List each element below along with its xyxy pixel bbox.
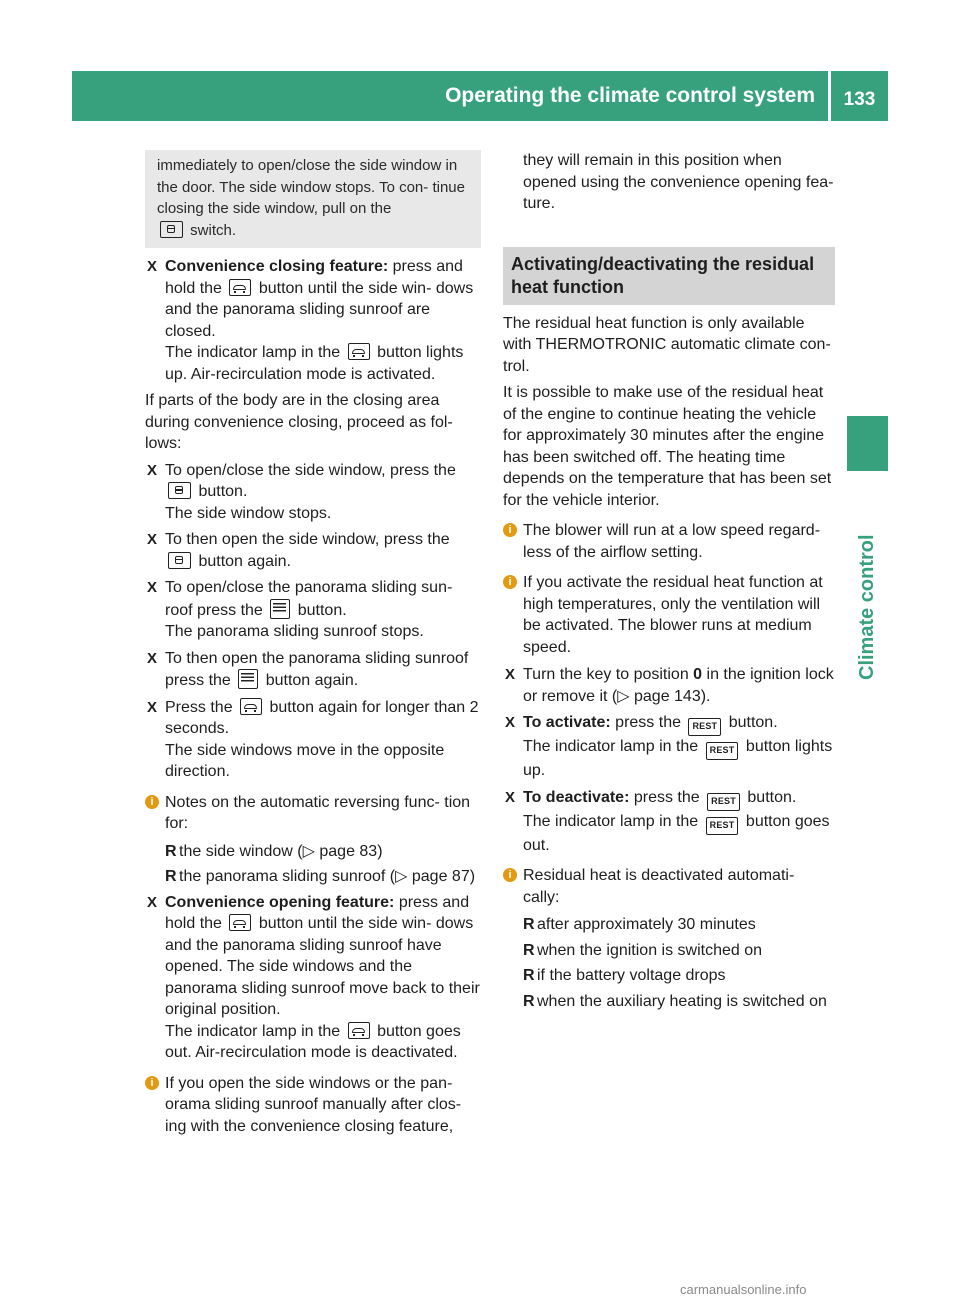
step-text: The indicator lamp in the — [165, 1022, 341, 1040]
step-text: button lights up. — [523, 738, 833, 779]
step-text: button until the side win- dows and the panorama sliding sunroof have opened. The side windows and the panorama sliding sunroof move back to their original position. — [165, 915, 480, 1018]
step-text: button lights up. Air-recirculation mode is activated. — [165, 344, 464, 383]
step-text: button goes out. — [523, 812, 830, 854]
list-item-text: when the auxiliary heating is switched on — [537, 992, 827, 1010]
step-text: The indicator lamp in the — [523, 738, 699, 755]
step-marker-icon: X — [505, 788, 516, 806]
step-text: The side window stops. — [165, 504, 332, 522]
air-recirculation-icon — [229, 279, 251, 296]
side-window-switch-icon — [160, 221, 183, 238]
info-note — [145, 792, 481, 835]
list-item-text: when the ignition is switched on — [537, 941, 763, 959]
air-recirculation-icon — [240, 698, 262, 715]
bullet-icon: R — [165, 842, 177, 860]
section-heading: Activating/deactivating the residual heat function — [503, 247, 835, 305]
list-item-text: after approximately 30 minutes — [537, 916, 756, 933]
air-recirculation-icon — [229, 914, 251, 931]
rest-button-icon: REST — [688, 718, 721, 736]
list-item-text: the panorama sliding sunroof (▷ page 87) — [179, 868, 476, 885]
step-marker-icon: X — [147, 461, 158, 479]
step-text: To then open the panorama sliding sunroof press the — [165, 649, 469, 689]
air-recirculation-icon — [348, 343, 370, 360]
step-text: To open/close the panorama sliding sun- roof press the — [165, 579, 453, 619]
step-text: The indicator lamp in the — [523, 812, 699, 830]
step-keyword: To deactivate: — [523, 788, 630, 806]
step-text: button goes out. Air-recirculation mode is deactivated. — [165, 1022, 461, 1061]
step-text: button. — [198, 483, 248, 500]
step-text: press and hold the — [165, 258, 463, 297]
step-keyword: Convenience closing feature: — [165, 258, 389, 275]
step-text: button. — [297, 601, 347, 619]
sunroof-button-icon — [238, 669, 258, 689]
step-open-close-sunroof — [145, 577, 481, 643]
step-open-close-window — [145, 460, 481, 525]
side-window-button-icon — [168, 482, 191, 499]
step-text: To then open the side window, press the — [165, 531, 450, 548]
section-tab-marker — [847, 416, 888, 471]
note-text: Notes on the automatic reversing func- tion for: — [165, 793, 471, 832]
step-text: in the ignition lock or remove it (▷ page 143). — [523, 666, 834, 705]
step-keyword: Convenience opening feature: — [165, 893, 395, 911]
note-text: The blower will run at a low speed regard- less of the airflow setting. — [523, 522, 821, 561]
list-item-text: if the battery voltage drops — [537, 967, 726, 984]
step-text: button until the side win- dows and the panorama sliding sunroof are closed. — [165, 279, 474, 340]
rest-button-icon: REST — [706, 742, 739, 760]
step-text: press and hold the — [165, 893, 470, 932]
step-marker-icon: X — [147, 579, 158, 596]
page-number: 133 — [843, 89, 876, 110]
step-text: press the — [610, 714, 681, 731]
note-text: If you activate the residual heat function at high temperatures, only the ventilation will be activated. The blower runs at medium speed. — [523, 574, 823, 656]
key-position: 0 — [693, 666, 703, 683]
list-item — [523, 914, 835, 936]
step-turn-key — [503, 664, 835, 707]
step-convenience-closing — [145, 256, 481, 385]
note-text: If you open the side windows or the pan- orama sliding sunroof manually after clos- ing with the convenience closing feature, — [165, 1074, 462, 1135]
bullet-icon: R — [523, 941, 535, 959]
box-text: immediately to open/close the side window in the door. The side window stops. To con- tinue closing the side window, pull on the — [157, 157, 465, 217]
step-text: button again. — [265, 672, 359, 689]
info-note — [503, 865, 835, 908]
list-item-text: the side window (▷ page 83) — [179, 842, 383, 860]
step-text: Turn the key to position — [523, 666, 689, 683]
bullet-icon: R — [165, 868, 177, 885]
continued-note-box — [145, 150, 481, 248]
info-icon: i — [145, 795, 159, 809]
bullet-icon: R — [523, 967, 535, 984]
list-item — [165, 841, 481, 863]
paragraph: The residual heat function is only available with THERMOTRONIC automatic climate con- trol. — [503, 314, 831, 375]
step-open-sunroof — [145, 648, 481, 692]
bullet-icon: R — [523, 992, 535, 1010]
step-text: Press the — [165, 698, 233, 716]
step-text: button again for longer than 2 seconds. — [165, 698, 479, 737]
step-reverse-direction — [145, 697, 481, 783]
list-item — [523, 965, 835, 987]
step-marker-icon: X — [147, 649, 158, 667]
step-deactivate — [503, 787, 835, 857]
right-column — [503, 150, 835, 1016]
paragraph: If parts of the body are in the closing area during convenience closing, proceed as fol- lows: — [145, 392, 453, 452]
step-text: The indicator lamp in the — [165, 344, 341, 361]
step-text: press the — [629, 788, 700, 806]
step-text: The side windows move in the opposite direction. — [165, 741, 445, 780]
step-convenience-opening — [145, 892, 481, 1064]
left-column — [145, 150, 481, 1143]
box-text-end: switch. — [190, 221, 237, 239]
info-icon: i — [145, 1076, 159, 1090]
step-marker-icon: X — [147, 531, 158, 548]
step-keyword: To activate: — [523, 714, 611, 731]
note-text: Residual heat is deactivated automati- cally: — [523, 867, 795, 906]
rest-button-icon: REST — [706, 817, 739, 835]
step-text: button. — [747, 788, 797, 806]
step-text: To open/close the side window, press the — [165, 461, 456, 479]
info-note — [145, 1073, 481, 1138]
bullet-icon: R — [523, 916, 535, 933]
list-item — [165, 866, 481, 888]
info-icon: i — [503, 868, 517, 882]
step-marker-icon: X — [147, 698, 158, 716]
step-text: button. — [728, 714, 778, 731]
info-icon: i — [503, 575, 517, 589]
info-note — [503, 572, 835, 658]
step-marker-icon: X — [147, 258, 158, 275]
step-marker-icon: X — [505, 714, 516, 731]
list-item — [523, 991, 835, 1013]
side-window-button-icon — [168, 552, 191, 569]
step-marker-icon: X — [147, 893, 158, 911]
watermark-link[interactable]: carmanualsonline.info — [680, 1282, 807, 1297]
info-icon: i — [503, 523, 517, 537]
paragraph: It is possible to make use of the residual heat of the engine to continue heating the vehicle for approximately 30 minutes after the engine has been switched off. The heating time depends on the temperature that has been set for the vehicle interior. — [503, 384, 832, 509]
step-text: The panorama sliding sunroof stops. — [165, 623, 424, 640]
list-item — [523, 940, 835, 962]
page-title: Operating the climate control system — [445, 84, 815, 107]
info-note — [503, 520, 835, 563]
continued-paragraph: they will remain in this position when opened using the convenience opening fea- ture. — [523, 152, 834, 212]
air-recirculation-icon — [348, 1022, 370, 1039]
sunroof-button-icon — [270, 599, 290, 619]
rest-button-icon: REST — [707, 793, 740, 811]
section-side-label: Climate control — [856, 534, 878, 680]
step-open-window — [145, 529, 481, 572]
step-text: button again. — [198, 552, 291, 570]
step-activate — [503, 712, 835, 782]
step-marker-icon: X — [505, 666, 516, 683]
